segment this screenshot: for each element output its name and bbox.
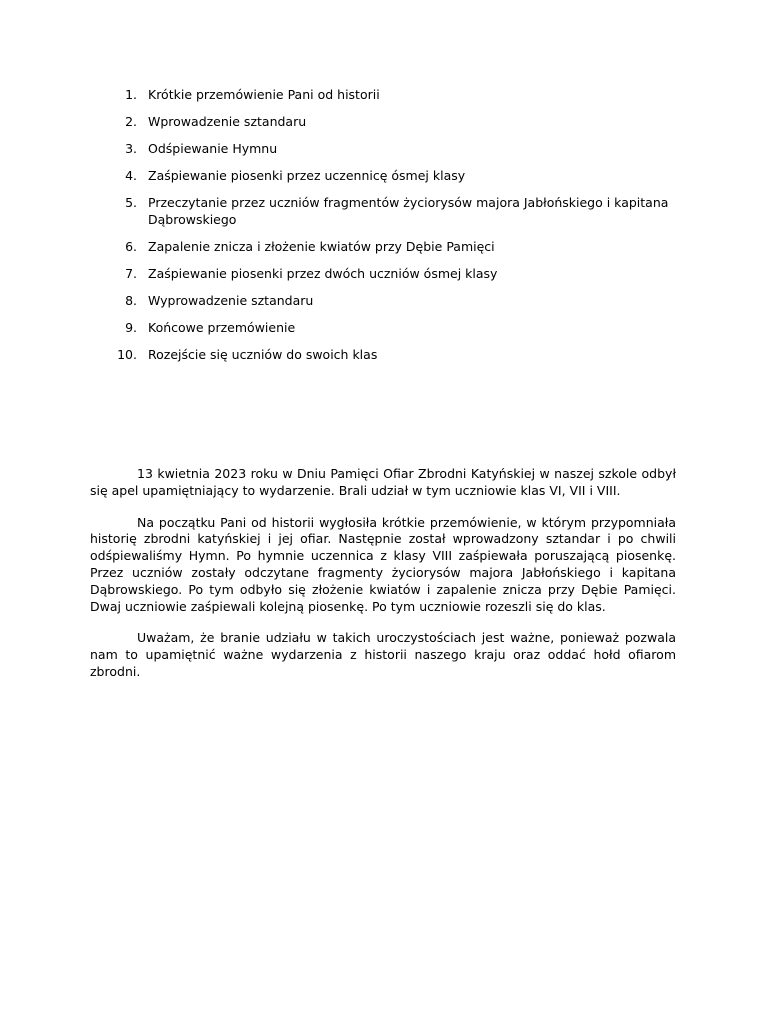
list-item-text: Rozejście się uczniów do swoich klas	[148, 347, 378, 362]
list-item	[90, 167, 680, 184]
list-item	[90, 194, 680, 228]
list-item-number: 6.	[125, 239, 137, 254]
list-item	[90, 292, 680, 309]
list-item-number: 9.	[125, 320, 137, 335]
list-item	[90, 346, 680, 363]
list-item-text: Wyprowadzenie sztandaru	[148, 293, 314, 308]
list-item-text: Krótkie przemówienie Pani od historii	[148, 87, 380, 102]
list-item-text: Zaśpiewanie piosenki przez uczennicę ósmej klasy	[148, 168, 466, 183]
list-item-text: Zaśpiewanie piosenki przez dwóch uczniów ósmej klasy	[148, 266, 498, 281]
list-item-number: 5.	[125, 195, 137, 210]
list-item-number: 10.	[117, 347, 137, 362]
list-item-text: Końcowe przemówienie	[148, 320, 296, 335]
list-item	[90, 86, 680, 103]
list-item-number: 2.	[125, 114, 137, 129]
report-paragraph: Na początku Pani od historii wygłosiła krótkie przemówienie, w którym przypomniała historię zbrodni katyńskiej i jej ofiar. Następnie został wprowadzony sztandar i po chwili odśpiewaliśmy Hymn. Po hymnie uczennica z klasy VIII zaśpiewała poruszającą piosenkę. Przez uczniów zostały odczytane fragmenty życiorysów majora Jabłońskiego i kapitana Dąbrowskiego. Po tym odbyło się złożenie kwiatów i zapalenie znicza przy Dębie Pamięci. Dwaj uczniowie zaśpiewali kolejną piosenkę. Po tym uczniowie rozeszli się do klas.	[90, 514, 676, 614]
ceremony-agenda-list	[90, 86, 680, 373]
list-item	[90, 265, 680, 282]
list-item-text: Zapalenie znicza i złożenie kwiatów przy Dębie Pamięci	[148, 239, 495, 254]
list-item	[90, 113, 680, 130]
list-item-number: 4.	[125, 168, 137, 183]
list-item-number: 8.	[125, 293, 137, 308]
report-body	[90, 466, 676, 696]
list-item-number: 3.	[125, 141, 137, 156]
list-item-text: Wprowadzenie sztandaru	[148, 114, 307, 129]
list-item	[90, 238, 680, 255]
list-item-text: Przeczytanie przez uczniów fragmentów życiorysów majora Jabłońskiego i kapitana Dąbrowskiego	[148, 195, 669, 227]
list-item	[90, 140, 680, 157]
list-item	[90, 319, 680, 336]
report-paragraph: Uważam, że branie udziału w takich uroczystościach jest ważne, ponieważ pozwala nam to upamiętnić ważne wydarzenia z historii naszego kraju oraz oddać hołd ofiarom zbrodni.	[90, 630, 676, 679]
report-paragraph: 13 kwietnia 2023 roku w Dniu Pamięci Ofiar Zbrodni Katyńskiej w naszej szkole odbył się apel upamiętniający to wydarzenie. Brali udział w tym uczniowie klas VI, VII i VIII.	[90, 466, 676, 498]
list-item-number: 7.	[125, 266, 137, 281]
list-item-number: 1.	[125, 87, 137, 102]
list-item-text: Odśpiewanie Hymnu	[148, 141, 278, 156]
